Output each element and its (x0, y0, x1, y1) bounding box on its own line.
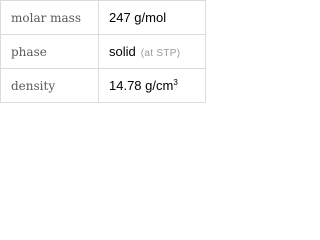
density-unit-exponent: 3 (173, 78, 178, 87)
table-row (1, 35, 206, 69)
property-label: molar mass (1, 1, 99, 35)
property-label: phase (1, 35, 99, 69)
property-value (99, 1, 206, 35)
phase-condition-note: (at STP) (140, 48, 181, 59)
density-value: 14.78 g/cm (109, 78, 174, 93)
table-row (1, 1, 206, 35)
molar-mass-value: 247 g/mol (109, 10, 167, 25)
table-row (1, 69, 206, 103)
properties-panel (0, 0, 207, 103)
property-value (99, 35, 206, 69)
phase-value: solid (109, 44, 136, 59)
property-value (99, 69, 206, 103)
properties-table (0, 0, 206, 103)
property-label: density (1, 69, 99, 103)
